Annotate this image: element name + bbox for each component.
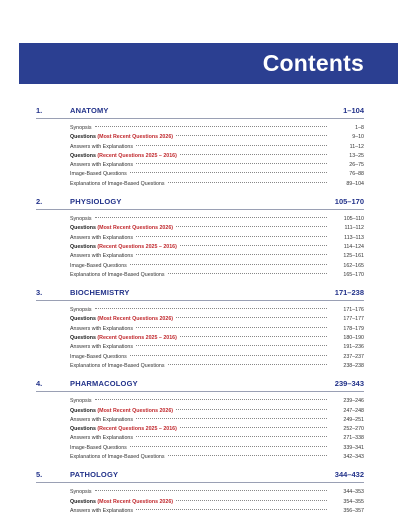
entry-label bbox=[70, 488, 92, 497]
entry-page-range: 113–113 bbox=[344, 234, 364, 241]
section-number: 3. bbox=[36, 288, 43, 298]
entry-label-text: Answers with Explanations bbox=[70, 344, 134, 351]
entry-label bbox=[70, 343, 133, 352]
toc-entry[interactable] bbox=[70, 306, 364, 315]
entry-label bbox=[70, 353, 127, 362]
entry-label bbox=[70, 252, 133, 261]
entry-label-text: Questions bbox=[70, 134, 96, 141]
section-number: 2. bbox=[36, 197, 43, 207]
entry-label bbox=[70, 152, 177, 161]
entry-page-range: 180–190 bbox=[343, 335, 364, 342]
dot-leader bbox=[95, 308, 328, 309]
dot-leader bbox=[136, 163, 327, 164]
entry-page-range: 191–236 bbox=[343, 344, 364, 351]
entry-label-text: Answers with Explanations bbox=[70, 253, 134, 260]
dot-leader bbox=[95, 490, 328, 491]
entry-label-text: Explanations of Image-Based Questions bbox=[70, 180, 165, 187]
entry-label-text: Answers with Explanations bbox=[70, 435, 134, 442]
section-page-range: 1–104 bbox=[343, 106, 364, 115]
entry-label-text: Answers with Explanations bbox=[70, 143, 134, 150]
page-title: Contents bbox=[262, 50, 364, 76]
entry-label-text: Answers with Explanations bbox=[70, 162, 134, 169]
section-title[interactable]: BIOCHEMISTRY bbox=[70, 288, 130, 298]
entry-label-text: Questions bbox=[70, 498, 96, 505]
entry-label-text: Answers with Explanations bbox=[70, 325, 134, 332]
toc-entry[interactable] bbox=[70, 353, 364, 362]
entry-page-range: 26–75 bbox=[349, 162, 364, 169]
entry-label-text: Questions bbox=[70, 316, 96, 323]
entry-label-text: Synopsis bbox=[70, 307, 92, 314]
entry-highlight: (Most Recent Questions 2026) bbox=[97, 498, 174, 505]
entry-label-text: Synopsis bbox=[70, 489, 92, 496]
toc-entry[interactable] bbox=[70, 343, 364, 352]
toc-entry[interactable] bbox=[70, 444, 364, 453]
toc-entry[interactable] bbox=[70, 434, 364, 443]
dot-leader bbox=[130, 355, 327, 356]
toc-entry[interactable] bbox=[70, 425, 364, 434]
toc-entry[interactable] bbox=[70, 407, 364, 416]
contents-banner bbox=[19, 43, 398, 84]
dot-leader bbox=[136, 236, 327, 237]
section-number: 5. bbox=[36, 470, 43, 480]
dot-leader bbox=[168, 273, 327, 274]
entry-label-text: Questions bbox=[70, 426, 96, 433]
entry-label bbox=[70, 170, 127, 179]
entry-label bbox=[70, 124, 92, 133]
entry-label bbox=[70, 453, 165, 462]
entry-label bbox=[70, 224, 173, 233]
section-page-range: 239–343 bbox=[334, 379, 364, 389]
toc-entry[interactable] bbox=[70, 143, 364, 152]
entry-label bbox=[70, 507, 133, 516]
toc-entry[interactable] bbox=[70, 362, 364, 371]
entry-page-range: 125–161 bbox=[343, 253, 364, 260]
entry-page-range: 271–338 bbox=[343, 435, 364, 442]
toc-entry[interactable] bbox=[70, 180, 364, 189]
section-heading bbox=[36, 287, 364, 301]
dot-leader bbox=[136, 345, 327, 346]
entry-label bbox=[70, 306, 92, 315]
entry-label bbox=[70, 143, 133, 152]
entry-label bbox=[70, 362, 165, 371]
entry-page-range: 342–343 bbox=[343, 454, 364, 461]
entry-label-text: Answers with Explanations bbox=[70, 416, 134, 423]
toc-entry[interactable] bbox=[70, 315, 364, 324]
dot-leader bbox=[180, 336, 327, 337]
section-heading bbox=[36, 378, 364, 392]
entry-highlight: (Recent Questions 2025 – 2016) bbox=[97, 426, 177, 433]
entry-label-text: Explanations of Image-Based Questions bbox=[70, 454, 165, 461]
dot-leader bbox=[176, 317, 327, 318]
entry-highlight: (Recent Questions 2025 – 2016) bbox=[97, 152, 177, 159]
entry-label bbox=[70, 262, 127, 271]
entry-page-range: 239–246 bbox=[343, 398, 364, 405]
entry-label bbox=[70, 243, 177, 252]
entry-label bbox=[70, 434, 133, 443]
dot-leader bbox=[95, 399, 328, 400]
entry-page-range: 114–124 bbox=[343, 243, 364, 250]
toc-entry[interactable] bbox=[70, 224, 364, 233]
entry-page-range: 171–176 bbox=[343, 307, 364, 314]
table-of-contents bbox=[36, 105, 364, 523]
entry-label bbox=[70, 161, 133, 170]
toc-entry[interactable] bbox=[70, 262, 364, 271]
toc-entry[interactable] bbox=[70, 161, 364, 170]
entry-label bbox=[70, 334, 177, 343]
toc-entry[interactable] bbox=[70, 170, 364, 179]
dot-leader bbox=[168, 182, 327, 183]
entry-label-text: Synopsis bbox=[70, 125, 92, 131]
entry-label-text: Answers with Explanations bbox=[70, 234, 134, 241]
toc-entry[interactable] bbox=[70, 488, 364, 497]
entry-label bbox=[70, 444, 127, 453]
toc-entry[interactable] bbox=[70, 252, 364, 261]
section-title[interactable]: ANATOMY bbox=[70, 106, 109, 115]
entry-label bbox=[70, 133, 173, 142]
entry-highlight: (Most Recent Questions 2026) bbox=[97, 134, 174, 141]
section-number: 4. bbox=[36, 379, 43, 389]
entry-page-range: 356–357 bbox=[343, 507, 364, 514]
toc-entry[interactable] bbox=[70, 416, 364, 425]
section-page-range: 344–432 bbox=[334, 470, 364, 480]
section-heading bbox=[36, 196, 364, 210]
entry-label-text: Explanations of Image-Based Questions bbox=[70, 362, 165, 369]
section-heading bbox=[36, 105, 364, 119]
toc-entry[interactable] bbox=[70, 215, 364, 224]
entry-label bbox=[70, 416, 133, 425]
entry-page-range: 1–8 bbox=[355, 125, 364, 131]
entry-label bbox=[70, 407, 173, 416]
entry-page-range: 11–12 bbox=[349, 143, 364, 150]
toc-entry[interactable] bbox=[70, 243, 364, 252]
entry-label bbox=[70, 315, 173, 324]
entry-page-range: 237–237 bbox=[343, 353, 364, 360]
toc-entry[interactable] bbox=[70, 498, 364, 507]
toc-entry[interactable] bbox=[70, 152, 364, 161]
dot-leader bbox=[176, 500, 327, 501]
entry-label bbox=[70, 215, 92, 224]
entry-page-range: 178–179 bbox=[343, 325, 364, 332]
toc-entry[interactable] bbox=[70, 453, 364, 462]
entry-label-text: Answers with Explanations bbox=[70, 507, 134, 514]
entry-label-text: Image-Based Questions bbox=[70, 353, 127, 360]
dot-leader bbox=[130, 446, 327, 447]
entry-page-range: 111–112 bbox=[344, 225, 364, 232]
entry-page-range: 344–353 bbox=[343, 489, 364, 496]
entry-label-text: Questions bbox=[70, 407, 96, 414]
dot-leader bbox=[176, 135, 327, 136]
entry-highlight: (Most Recent Questions 2026) bbox=[97, 407, 174, 414]
section-page-range: 171–238 bbox=[334, 288, 364, 298]
toc-section bbox=[36, 469, 364, 516]
entry-page-range: 13–25 bbox=[349, 152, 364, 159]
dot-leader bbox=[180, 245, 327, 246]
section-page-range: 105–170 bbox=[334, 197, 364, 207]
toc-entry[interactable] bbox=[70, 124, 364, 133]
entry-label bbox=[70, 325, 133, 334]
entry-highlight: (Most Recent Questions 2026) bbox=[97, 316, 174, 323]
entry-label-text: Image-Based Questions bbox=[70, 171, 127, 178]
entry-page-range: 105–110 bbox=[343, 216, 364, 223]
entry-page-range: 177–177 bbox=[343, 316, 364, 323]
entry-page-range: 162–165 bbox=[343, 262, 364, 269]
dot-leader bbox=[130, 172, 327, 173]
entry-page-range: 9–10 bbox=[352, 134, 364, 141]
entry-page-range: 339–341 bbox=[343, 444, 364, 451]
entry-label bbox=[70, 498, 173, 507]
toc-entry[interactable] bbox=[70, 234, 364, 243]
toc-entry[interactable] bbox=[70, 133, 364, 142]
section-number: 1. bbox=[36, 106, 43, 115]
entry-label-text: Questions bbox=[70, 335, 96, 342]
toc-entry[interactable] bbox=[70, 397, 364, 406]
entry-label bbox=[70, 397, 92, 406]
entry-label-text: Questions bbox=[70, 243, 96, 250]
dot-leader bbox=[136, 145, 327, 146]
entry-label-text: Explanations of Image-Based Questions bbox=[70, 271, 165, 278]
toc-section bbox=[36, 378, 364, 462]
dot-leader bbox=[136, 327, 327, 328]
entry-label-text: Synopsis bbox=[70, 398, 92, 405]
dot-leader bbox=[136, 418, 327, 419]
toc-section bbox=[36, 196, 364, 280]
entry-highlight: (Most Recent Questions 2026) bbox=[97, 225, 174, 232]
entry-page-range: 89–104 bbox=[346, 180, 364, 187]
entry-label-text: Synopsis bbox=[70, 216, 92, 223]
entry-label-text: Image-Based Questions bbox=[70, 262, 127, 269]
entry-page-range: 76–88 bbox=[349, 171, 364, 178]
dot-leader bbox=[95, 126, 328, 127]
entry-highlight: (Recent Questions 2025 – 2016) bbox=[97, 335, 177, 342]
entry-label bbox=[70, 180, 165, 189]
entry-highlight: (Recent Questions 2025 – 2016) bbox=[97, 243, 177, 250]
section-heading bbox=[36, 469, 364, 483]
entry-label-text: Questions bbox=[70, 152, 96, 159]
entry-page-range: 249–251 bbox=[343, 416, 364, 423]
dot-leader bbox=[176, 226, 327, 227]
entry-page-range: 165–170 bbox=[343, 271, 364, 278]
toc-entry[interactable] bbox=[70, 507, 364, 516]
dot-leader bbox=[168, 455, 327, 456]
entry-page-range: 238–238 bbox=[343, 362, 364, 369]
entry-label-text: Questions bbox=[70, 225, 96, 232]
dot-leader bbox=[168, 364, 327, 365]
toc-section bbox=[36, 287, 364, 371]
entry-label bbox=[70, 234, 133, 243]
dot-leader bbox=[95, 217, 328, 218]
toc-entry[interactable] bbox=[70, 271, 364, 280]
entry-label bbox=[70, 271, 165, 280]
dot-leader bbox=[136, 509, 327, 510]
dot-leader bbox=[180, 154, 327, 155]
entry-page-range: 354–355 bbox=[343, 498, 364, 505]
section-title[interactable]: PHARMACOLOGY bbox=[70, 379, 138, 389]
dot-leader bbox=[136, 436, 327, 437]
dot-leader bbox=[176, 409, 327, 410]
toc-section bbox=[36, 105, 364, 189]
dot-leader bbox=[130, 264, 327, 265]
entry-label bbox=[70, 425, 177, 434]
toc-entry[interactable] bbox=[70, 334, 364, 343]
toc-entry[interactable] bbox=[70, 325, 364, 334]
section-title[interactable]: PHYSIOLOGY bbox=[70, 197, 122, 207]
entry-label-text: Image-Based Questions bbox=[70, 444, 127, 451]
section-title[interactable]: PATHOLOGY bbox=[70, 470, 119, 480]
entry-page-range: 252–270 bbox=[343, 426, 364, 433]
entry-page-range: 247–248 bbox=[343, 407, 364, 414]
dot-leader bbox=[136, 254, 327, 255]
dot-leader bbox=[180, 427, 327, 428]
